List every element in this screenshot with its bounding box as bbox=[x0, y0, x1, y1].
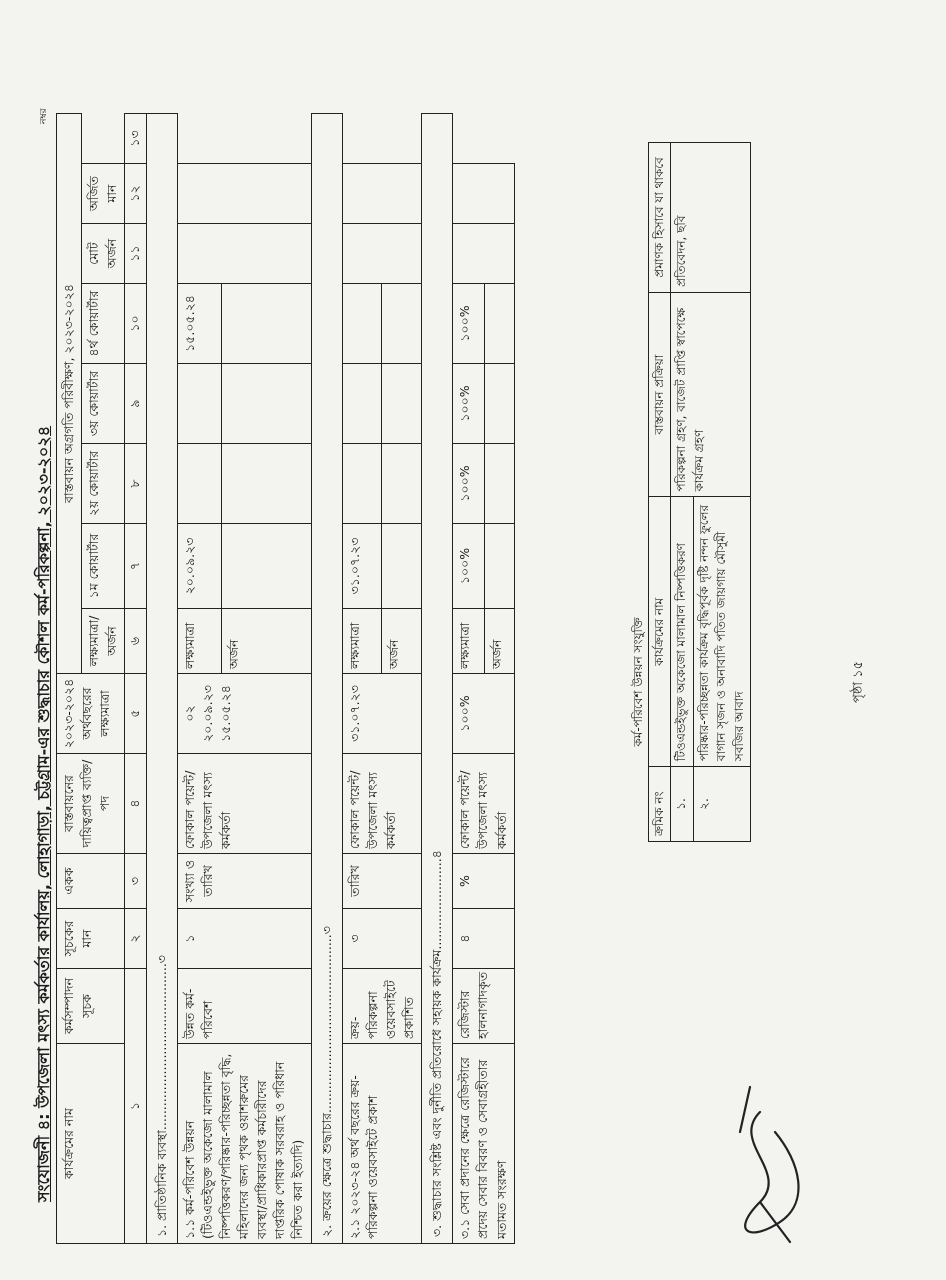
annex-activity: পরিষ্কার-পরিচ্ছন্নতা কার্যক্রম বৃদ্ধিপূর্বক দৃষ্টি নন্দন ফুলের বাগান সৃজন ও অনাবাদি পতিত জায়গায় মৌসুমী সবজির আবাদ bbox=[693, 497, 750, 767]
col-number: ৯ bbox=[125, 364, 146, 444]
achieved-cell bbox=[177, 164, 311, 224]
col-number: ৫ bbox=[125, 674, 146, 754]
total-cell bbox=[453, 224, 514, 284]
col-achieved: অর্জিত মান bbox=[82, 164, 125, 224]
col-number: ১৩ bbox=[125, 113, 146, 163]
q3-cell bbox=[177, 364, 221, 444]
target-cell: ৩১.০৭.২৩ bbox=[342, 674, 422, 754]
annex-col-evidence: প্রমাণক হিসাবে যা থাকবে bbox=[649, 143, 671, 293]
annex-table bbox=[648, 142, 751, 842]
annex-col-process: বাস্তবায়ন প্রক্রিয়া bbox=[649, 292, 671, 497]
q2-cell bbox=[342, 444, 382, 524]
target-label: লক্ষ্যমাত্রা bbox=[342, 609, 382, 674]
activity-cell: ২.১ ২০২৩-২৪ অর্থ বছরের ক্রয়-পরিকল্পনা ওয়েবসাইটে প্রকাশ bbox=[342, 1044, 422, 1244]
target-cell: ০২ ২০.০৯.২৩ ১৫.০৫.২৪ bbox=[177, 674, 311, 754]
annex-evidence: প্রতিবেদন, ছবি bbox=[671, 143, 751, 293]
section-heading-row bbox=[146, 113, 177, 1243]
col-number: ১২ bbox=[125, 164, 146, 224]
achieved-cell bbox=[342, 164, 422, 224]
page-title: সংযোজনী ৪: উপজেলা মৎস্য কর্মকর্তার কার্যালয়, লোহাগাড়া, চট্টগ্রাম-এর শুদ্ধাচার কৌশল কর্ম-পরিকল্পনা, ২০২৩-২০২৪ bbox=[34, 425, 53, 1202]
rotated-page-content bbox=[30, 102, 910, 1262]
col-number: ২ bbox=[125, 909, 146, 969]
col-q3: ৩য় কোয়ার্টার bbox=[82, 364, 125, 444]
total-cell bbox=[342, 224, 422, 284]
q2-cell: ১০০% bbox=[453, 444, 484, 524]
col-indicator: কর্মসম্পাদন সূচক bbox=[57, 969, 125, 1044]
annex-process: পরিকল্পনা গ্রহণ, বাজেট প্রাপ্তি স্বাপেক্ষে কার্যক্রম গ্রহণ bbox=[671, 292, 751, 497]
total-cell bbox=[177, 224, 311, 284]
annex-activity: টিওএন্ডইভুক্ত অকেজো মালামাল নিষ্পত্তিকরণ bbox=[671, 497, 693, 767]
responsible-cell: ফোকাল পয়েন্ট/ উপজেলা মৎস্য কর্মকর্তা bbox=[453, 754, 514, 854]
table-row bbox=[177, 113, 221, 1243]
achievement-label: অর্জন bbox=[484, 609, 514, 674]
col-progress-group: বাস্তবায়ন অগ্রগতি পরিবীক্ষণ, ২০২৩-২০২৪ bbox=[57, 113, 82, 673]
unit-cell: % bbox=[453, 854, 514, 909]
column-number-row bbox=[125, 113, 146, 1243]
q1-cell: ২০.০৯.২৩ bbox=[177, 524, 221, 609]
page-number: পৃষ্ঠা ১৫ bbox=[851, 660, 866, 704]
col-total: মোট অর্জন bbox=[82, 224, 125, 284]
col-value: সূচকের মান bbox=[57, 909, 125, 969]
table-row bbox=[453, 113, 484, 1243]
value-cell: ৩ bbox=[342, 909, 422, 969]
col-number: ৬ bbox=[125, 609, 146, 674]
section-heading: ১. প্রাতিষ্ঠানিক ব্যবস্থা..........................................৩ bbox=[146, 113, 177, 1243]
table-row bbox=[342, 113, 382, 1243]
responsible-cell: ফোকাল পয়েন্ট/ উপজেলা মৎস্য কর্মকর্তা bbox=[342, 754, 422, 854]
col-number: ৮ bbox=[125, 444, 146, 524]
annex-serial: ২. bbox=[693, 767, 750, 842]
achievement-label: অর্জন bbox=[221, 609, 311, 674]
annex-header-row bbox=[649, 143, 671, 842]
col-target: ২০২৩-২০২৪ অর্থবছরের লক্ষ্যমাত্রা bbox=[57, 674, 125, 754]
indicator-cell: উন্নত কর্ম-পরিবেশ bbox=[177, 969, 311, 1044]
target-cell: ১০০% bbox=[453, 674, 514, 754]
section-heading-row bbox=[311, 113, 342, 1243]
col-number: ৩ bbox=[125, 854, 146, 909]
col-responsible: বাস্তবায়নের দায়িত্বপ্রাপ্ত ব্যক্তি/পদ bbox=[57, 754, 125, 854]
col-unit: একক bbox=[57, 854, 125, 909]
unit-cell: সংখ্যা ও তারিখ bbox=[177, 854, 311, 909]
col-number: ১০ bbox=[125, 284, 146, 364]
section-heading: ৩. শুদ্ধাচার সংশ্লিষ্ট এবং দুর্নীতি প্রতিরোধে সহায়ক কার্যক্রম.......................৪ bbox=[422, 113, 453, 1243]
responsible-cell: ফোকাল পয়েন্ট/ উপজেলা মৎস্য কর্মকর্তা bbox=[177, 754, 311, 854]
q2-cell bbox=[177, 444, 221, 524]
col-q2: ২য় কোয়ার্টার bbox=[82, 444, 125, 524]
signature-mark bbox=[720, 1082, 810, 1262]
indicator-cell: ক্রয়-পরিকল্পনা ওয়েবসাইটে প্রকাশিত bbox=[342, 969, 422, 1044]
section-heading-row bbox=[422, 113, 453, 1243]
activity-cell: ৩.১ সেবা প্রদানের ক্ষেত্রে রেজিস্টারে প্রদেয় সেবার বিবরণ ও সেবাগ্রহীতার মতামত সংরক্ষণ bbox=[453, 1044, 514, 1244]
col-target-ach: লক্ষ্যমাত্রা/ অর্জন bbox=[82, 609, 125, 674]
q3-cell bbox=[342, 364, 382, 444]
q1-cell: ৩১.০৭.২৩ bbox=[342, 524, 382, 609]
q1-cell: ১০০% bbox=[453, 524, 484, 609]
q4-cell bbox=[342, 284, 382, 364]
value-cell: ৪ bbox=[453, 909, 514, 969]
unit-cell: তারিখ bbox=[342, 854, 422, 909]
achieved-cell bbox=[453, 164, 514, 224]
q4-cell: ১০০% bbox=[453, 284, 484, 364]
col-number: ৭ bbox=[125, 524, 146, 609]
achievement-label: অর্জন bbox=[382, 609, 422, 674]
value-cell: ১ bbox=[177, 909, 311, 969]
header-row-1 bbox=[57, 113, 82, 1243]
annex-row bbox=[671, 143, 693, 842]
action-plan-table bbox=[56, 113, 515, 1244]
col-q4: ৪র্থ কোয়ার্টার bbox=[82, 284, 125, 364]
section-heading: ২. ক্রয়ের ক্ষেত্রে শুদ্ধাচার.............................................৩ bbox=[311, 113, 342, 1243]
col-number: ১ bbox=[125, 969, 146, 1244]
target-label: লক্ষ্যমাত্রা bbox=[177, 609, 221, 674]
annex-serial: ১. bbox=[671, 767, 693, 842]
activity-cell: ১.১ কর্ম-পরিবেশ উন্নয়ন (টিওএন্ডইভুক্ত অকেজো মালামাল নিষ্পত্তিকরণ/পরিষ্কার-পরিচ্ছন্নতা বৃদ্ধি, মহিলাদের জন্য পৃথক ওয়াশরুমের ব্যবস্থা/প্রাধিকারপ্রাপ্ত কর্মচারীদের দাপ্তরিক পোষাক সরবরাহ ও পরিধান নিশ্চিত করা ইত্যাদি) bbox=[177, 1044, 311, 1244]
corner-label: নম্বর bbox=[39, 108, 49, 124]
q3-cell: ১০০% bbox=[453, 364, 484, 444]
col-activity: কার্যক্রমের নাম bbox=[57, 1044, 125, 1244]
col-q1: ১ম কোয়ার্টার bbox=[82, 524, 125, 609]
q4-cell: ১৫.০৫.২৪ bbox=[177, 284, 221, 364]
annex-col-activity: কার্যক্রমের নাম bbox=[649, 497, 671, 767]
annex-col-serial: ক্রমিক নং bbox=[649, 767, 671, 842]
target-label: লক্ষ্যমাত্রা bbox=[453, 609, 484, 674]
annex-title: কর্ম-পরিবেশ উন্নয়ন সংযুক্তি bbox=[631, 617, 645, 747]
col-number: ১১ bbox=[125, 224, 146, 284]
indicator-cell: রেজিস্টার হালনাগাদকৃত bbox=[453, 969, 514, 1044]
col-number: ৪ bbox=[125, 754, 146, 854]
